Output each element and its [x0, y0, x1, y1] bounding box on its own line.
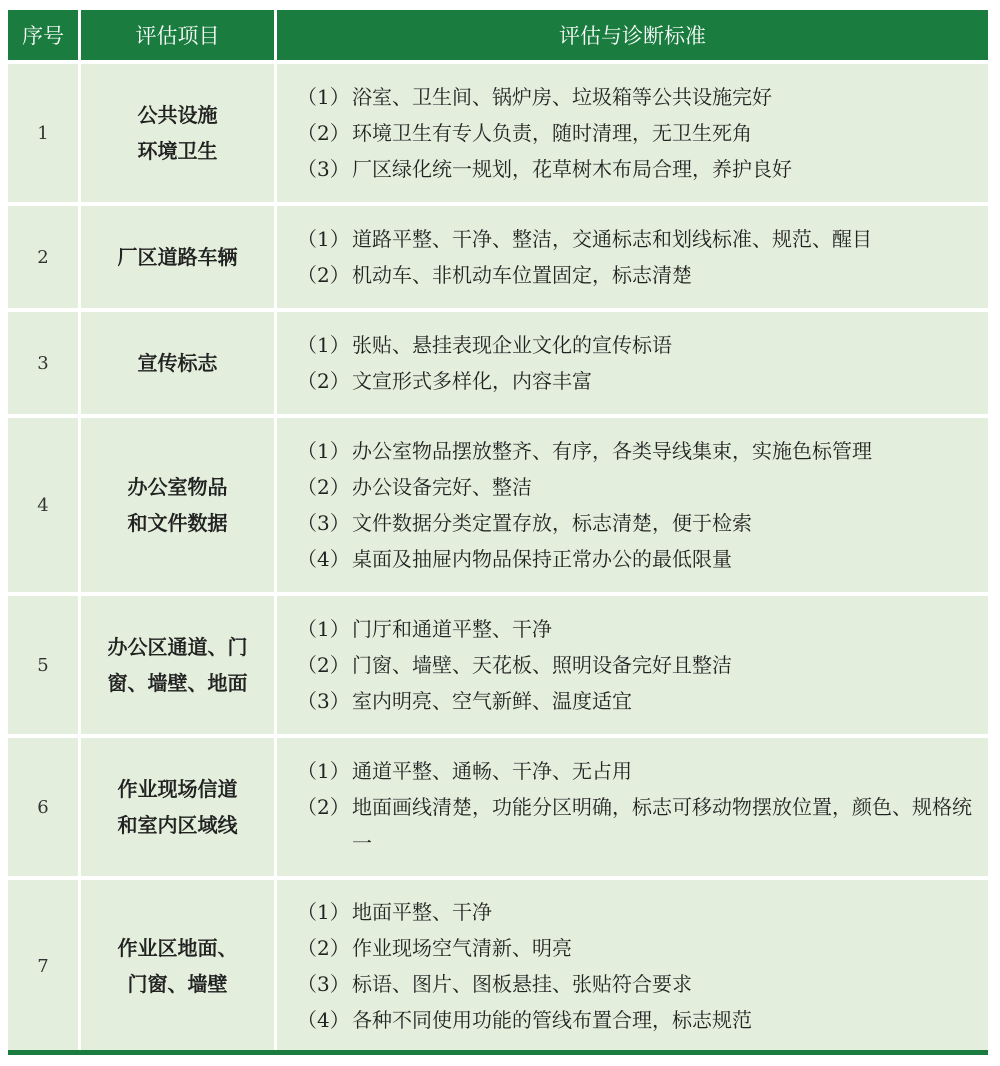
criteria-text: 办公室物品摆放整齐、有序，各类导线集束，实施色标管理: [352, 439, 872, 463]
row-number: 5: [8, 596, 81, 734]
criteria-list: [277, 880, 988, 1052]
evaluation-item: [81, 738, 277, 876]
criteria-item: [297, 433, 988, 469]
criteria-item: [297, 469, 988, 505]
table-row: [8, 734, 988, 876]
criteria-number: （3）: [297, 689, 350, 713]
criteria-text: 文件数据分类定置存放，标志清楚，便于检索: [352, 511, 752, 535]
evaluation-item-line: 和室内区域线: [117, 813, 238, 837]
criteria-item: [297, 541, 988, 577]
criteria-text: 门厅和通道平整、干净: [352, 617, 552, 641]
criteria-number: （1）: [297, 617, 350, 641]
header-num: 序号: [8, 10, 81, 60]
criteria-number: （3）: [297, 511, 350, 535]
criteria-item: [297, 505, 988, 541]
criteria-text: 厂区绿化统一规划，花草树木布局合理，养护良好: [352, 157, 792, 181]
evaluation-item: [81, 596, 277, 734]
criteria-text: 机动车、非机动车位置固定，标志清楚: [352, 263, 692, 287]
evaluation-item-line: 作业现场信道: [117, 777, 238, 801]
table-row: [8, 414, 988, 592]
criteria-number: （2）: [297, 121, 350, 145]
evaluation-item-line: 宣传标志: [137, 351, 218, 375]
evaluation-table: [8, 10, 988, 1052]
evaluation-item-line: 作业区地面、: [117, 936, 238, 960]
table-body: [8, 60, 988, 1052]
table-row: [8, 60, 988, 202]
table-row: [8, 592, 988, 734]
criteria-item: [297, 611, 988, 647]
evaluation-item-line: 窗、墙壁、地面: [107, 671, 248, 695]
criteria-number: （4）: [297, 547, 350, 571]
criteria-item: [297, 753, 988, 789]
criteria-number: （4）: [297, 1008, 350, 1032]
criteria-item: [297, 151, 988, 187]
evaluation-item-line: 公共设施: [137, 103, 218, 127]
evaluation-item: [81, 64, 277, 202]
row-number: 2: [8, 206, 81, 308]
criteria-item: [297, 647, 988, 683]
criteria-number: （2）: [297, 653, 350, 677]
criteria-number: （3）: [297, 157, 350, 181]
criteria-number: （1）: [297, 759, 350, 783]
evaluation-item-line: 办公室物品: [127, 475, 228, 499]
criteria-item: [297, 79, 988, 115]
criteria-number: （1）: [297, 227, 350, 251]
criteria-number: （1）: [297, 900, 350, 924]
table-row: [8, 876, 988, 1052]
criteria-number: （1）: [297, 333, 350, 357]
table-header: [8, 10, 988, 60]
criteria-item: [297, 966, 988, 1002]
criteria-item: [297, 257, 988, 293]
criteria-list: [277, 596, 988, 734]
criteria-number: （2）: [297, 369, 350, 393]
evaluation-item: [81, 418, 277, 592]
evaluation-item: [81, 880, 277, 1052]
criteria-text: 浴室、卫生间、锅炉房、垃圾箱等公共设施完好: [352, 85, 772, 109]
criteria-text: 文宣形式多样化，内容丰富: [352, 369, 592, 393]
criteria-number: （3）: [297, 972, 350, 996]
row-number: 1: [8, 64, 81, 202]
criteria-text: 环境卫生有专人负责，随时清理，无卫生死角: [352, 121, 752, 145]
criteria-number: （1）: [297, 85, 350, 109]
table-row: [8, 202, 988, 308]
criteria-item: [297, 930, 988, 966]
criteria-list: [277, 312, 988, 414]
criteria-item: [297, 221, 988, 257]
criteria-item: [297, 327, 988, 363]
criteria-item: [297, 683, 988, 719]
criteria-item: [297, 894, 988, 930]
criteria-text: 室内明亮、空气新鲜、温度适宜: [352, 689, 632, 713]
table-row: [8, 308, 988, 414]
bottom-rule: [8, 1050, 988, 1055]
evaluation-item-line: 办公区通道、门: [107, 635, 248, 659]
row-number: 7: [8, 880, 81, 1052]
criteria-number: （2）: [297, 263, 350, 287]
criteria-text: 地面画线清楚，功能分区明确，标志可移动物摆放位置，颜色、规格统一: [352, 795, 972, 855]
criteria-list: [277, 64, 988, 202]
criteria-text: 办公设备完好、整洁: [352, 475, 532, 499]
row-number: 4: [8, 418, 81, 592]
criteria-text: 作业现场空气清新、明亮: [352, 936, 572, 960]
criteria-text: 桌面及抽屉内物品保持正常办公的最低限量: [352, 547, 732, 571]
row-number: 6: [8, 738, 81, 876]
criteria-text: 张贴、悬挂表现企业文化的宣传标语: [352, 333, 672, 357]
header-criteria: 评估与诊断标准: [559, 24, 706, 48]
criteria-number: （1）: [297, 439, 350, 463]
criteria-list: [277, 206, 988, 308]
evaluation-item: [81, 312, 277, 414]
criteria-item: [297, 115, 988, 151]
criteria-text: 地面平整、干净: [352, 900, 492, 924]
criteria-number: （2）: [297, 936, 350, 960]
evaluation-item-line: 环境卫生: [137, 139, 218, 163]
criteria-text: 标语、图片、图板悬挂、张贴符合要求: [352, 972, 692, 996]
evaluation-item-line: 厂区道路车辆: [117, 245, 238, 269]
criteria-item: [297, 789, 988, 861]
evaluation-item-line: 和文件数据: [127, 511, 228, 535]
criteria-number: （2）: [297, 475, 350, 499]
evaluation-item: [81, 206, 277, 308]
criteria-text: 道路平整、干净、整洁，交通标志和划线标准、规范、醒目: [352, 227, 872, 251]
criteria-text: 各种不同使用功能的管线布置合理，标志规范: [352, 1008, 752, 1032]
criteria-list: [277, 738, 988, 876]
evaluation-item-line: 门窗、墙壁: [127, 972, 228, 996]
criteria-list: [277, 418, 988, 592]
header-item: 评估项目: [81, 10, 277, 60]
row-number: 3: [8, 312, 81, 414]
criteria-item: [297, 363, 988, 399]
criteria-number: （2）: [297, 795, 350, 819]
criteria-text: 通道平整、通畅、干净、无占用: [352, 759, 632, 783]
criteria-item: [297, 1002, 988, 1038]
criteria-text: 门窗、墙壁、天花板、照明设备完好且整洁: [352, 653, 732, 677]
